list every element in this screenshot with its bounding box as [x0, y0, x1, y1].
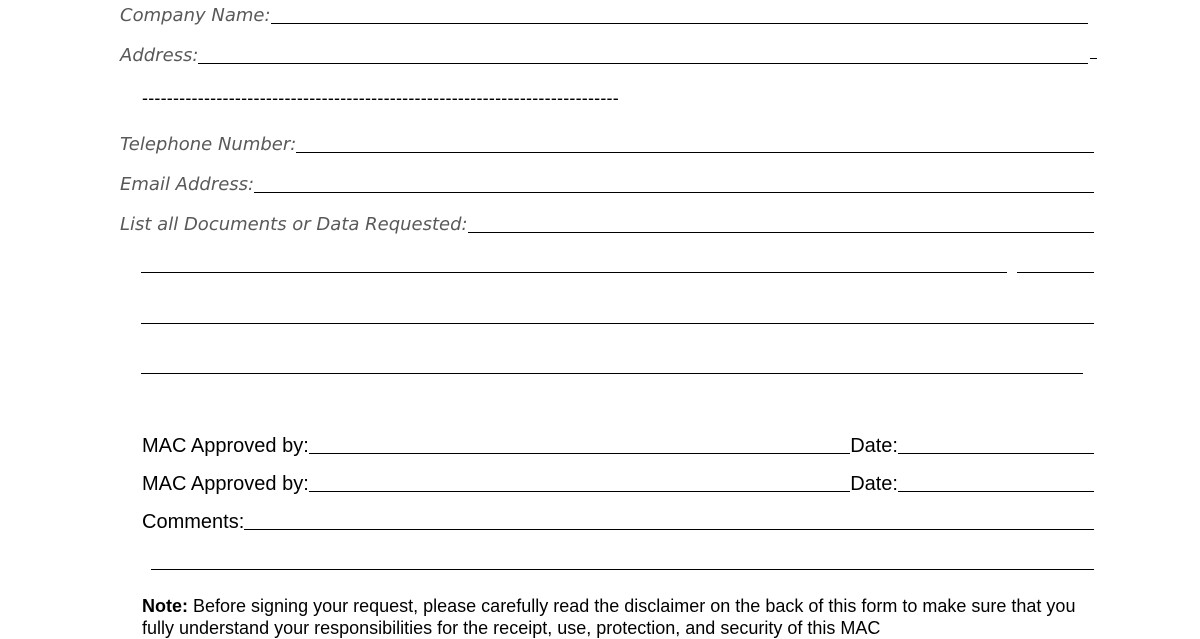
documents-requested-label: List all Documents or Data Requested: [120, 214, 468, 235]
documents-line-4[interactable] [141, 373, 1083, 374]
address-continuation-line[interactable]: ----------------------------------------------------------------------------- [142, 88, 619, 108]
documents-requested-input-line[interactable] [468, 232, 1094, 233]
comments-field[interactable] [142, 510, 1094, 534]
approval-2-date-label: Date: [850, 473, 898, 495]
address-label: Address: [120, 45, 199, 66]
company-name-input-line[interactable] [271, 23, 1088, 24]
company-name-field[interactable] [120, 4, 1088, 28]
documents-requested-field[interactable] [120, 213, 1094, 237]
documents-line-3[interactable] [141, 323, 1094, 324]
email-label: Email Address: [120, 174, 255, 195]
address-field[interactable] [120, 44, 1088, 68]
documents-line-2b[interactable] [1017, 272, 1094, 273]
note-heading: Note: [142, 596, 188, 616]
comments-line-2[interactable] [151, 569, 1094, 570]
telephone-label: Telephone Number: [120, 134, 297, 155]
email-input-line[interactable] [254, 192, 1094, 193]
approval-1-input-line[interactable] [309, 453, 850, 454]
comments-input-line[interactable] [244, 529, 1094, 530]
comments-label: Comments: [142, 511, 245, 533]
telephone-input-line[interactable] [296, 152, 1094, 153]
telephone-field[interactable] [120, 133, 1094, 157]
company-name-label: Company Name: [120, 5, 271, 26]
approval-1-label: MAC Approved by: [142, 435, 309, 457]
approval-1-row [142, 434, 1094, 458]
disclaimer-note [142, 595, 1102, 639]
documents-line-2a[interactable] [141, 272, 1007, 273]
email-field[interactable] [120, 173, 1094, 197]
note-text: Before signing your request, please carefully read the disclaimer on the back of this form to make sure that you fully understand your responsibilities for the receipt, use, protection, and security of this MAC [142, 596, 1076, 638]
approval-2-date-input-line[interactable] [898, 491, 1094, 492]
approval-1-date-input-line[interactable] [898, 453, 1094, 454]
approval-2-input-line[interactable] [309, 491, 850, 492]
address-input-line[interactable] [198, 63, 1088, 64]
approval-1-date-label: Date: [850, 435, 898, 457]
approval-2-label: MAC Approved by: [142, 473, 309, 495]
address-line-end-mark [1090, 58, 1097, 59]
approval-2-row [142, 472, 1094, 496]
